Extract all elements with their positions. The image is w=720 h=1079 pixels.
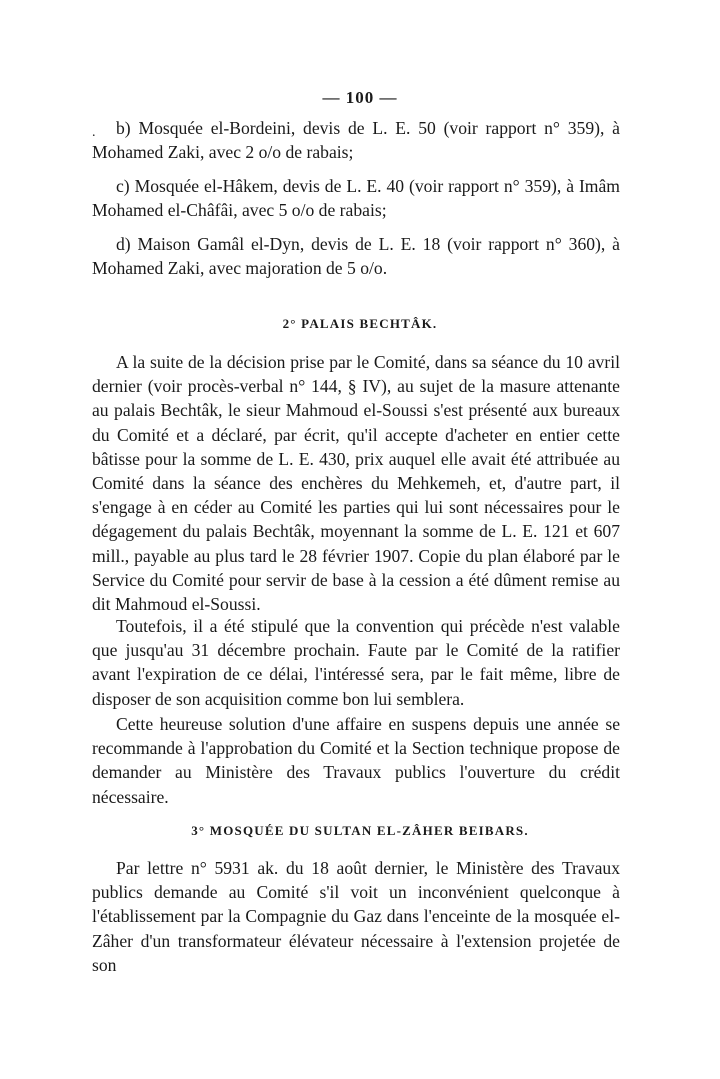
list-item: c) Mosquée el-Hâkem, devis de L. E. 40 (voir rapport n° 359), à Imâm Mohamed el-Châfâi, avec 5 o/o de rabais; [92, 176, 620, 221]
page-number: — 100 — [322, 88, 398, 107]
paragraph: Par lettre n° 5931 ak. du 18 août dernier, le Ministère des Travaux publics demande au Comité s'il voit un inconvénient quelconque à l'établissement par la Compagnie du Gaz dans l'enceinte de la mosquée el-Zâher d'un transformateur élévateur nécessaire à l'extension projetée de son [92, 858, 620, 975]
section-heading: 3° MOSQUÉE DU SULTAN EL-ZÂHER BEIBARS. [191, 823, 529, 838]
paragraph: A la suite de la décision prise par le Comité, dans sa séance du 10 avril dernier (voir procès-verbal n° 144, § IV), au sujet de la masure attenante au palais Bechtâk, le sieur Mahmoud el-Soussi s'est présenté aux bureaux du Comité et a déclaré, par écrit, qu'il accepte d'acheter en entier cette bâtisse pour la somme de L. E. 430, prix auquel elle avait été attribuée au Comité dans la séance des enchères du Mehkemeh, et, d'autre part, il s'engage à en céder au Comité les parties qui lui sont nécessaires pour le dégagement du palais Bechtâk, moyennant la somme de L. E. 121 et 607 mill., payable au plus tard le 28 février 1907. Copie du plan élaboré par le Service du Comité pour servir de base à la cession a été dûment remise au dit Mahmoud el-Soussi. [92, 352, 620, 615]
paragraph: Cette heureuse solution d'une affaire en suspens depuis une année se recommande à l'approbation du Comité et la Section technique propose de demander au Ministère des Travaux publics l'ouverture du crédit nécessaire. [92, 714, 620, 807]
list-item: b) Mosquée el-Bordeini, devis de L. E. 50 (voir rapport n° 359), à Mohamed Zaki, avec 2 o/o de rabais; [92, 118, 620, 163]
section-heading: 2° PALAIS BECHTÂK. [282, 316, 438, 331]
margin-mark: . [92, 125, 96, 140]
list-item: d) Maison Gamâl el-Dyn, devis de L. E. 18 (voir rapport n° 360), à Mohamed Zaki, avec majoration de 5 o/o. [92, 234, 620, 279]
paragraph: Toutefois, il a été stipulé que la convention qui précède n'est valable que jusqu'au 31 décembre prochain. Faute par le Comité de la ratifier avant l'expiration de ce délai, l'intéressé sera, par le fait même, libre de disposer de son acquisition comme bon lui semblera. [92, 616, 620, 709]
